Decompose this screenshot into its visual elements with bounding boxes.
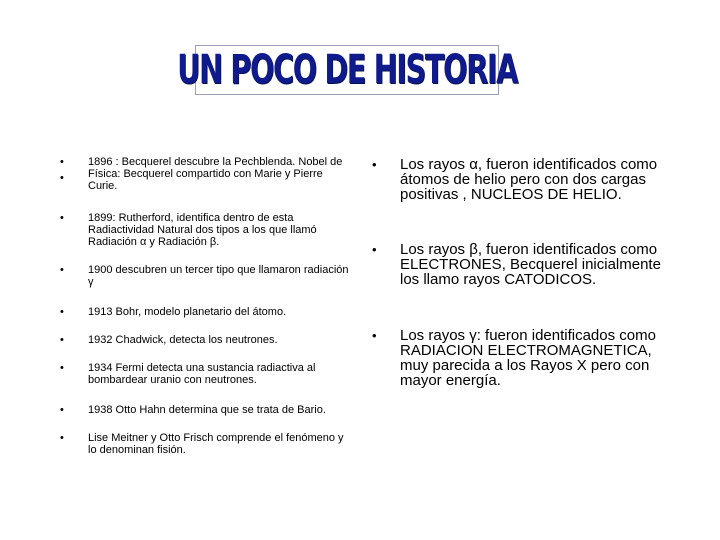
bullet-icon: • <box>60 404 64 416</box>
list-item-text: 1934 Fermi detecta una sustancia radiactiva al bombardear uranio con neutrones. <box>88 362 316 386</box>
bullet-icon: • <box>60 306 64 318</box>
list-item-text: 1932 Chadwick, detecta los neutrones. <box>88 334 278 346</box>
bullet-icon: • <box>372 328 377 343</box>
list-item-text: 1913 Bohr, modelo planetario del átomo. <box>88 306 287 318</box>
list-item-text: 1900 descubren un tercer tipo que llamaron radiación γ <box>88 264 349 288</box>
list-item-text: Lise Meitner y Otto Frisch comprende el fenómeno y lo denominan fisión. <box>88 432 344 456</box>
bullet-icon: • <box>372 242 377 257</box>
slide-title: UN POCO DE HISTORIA <box>177 47 517 93</box>
bullet-icon: • <box>372 157 377 172</box>
title-banner <box>177 45 517 95</box>
bullet-icon: • <box>60 432 64 444</box>
list-item-text: Los rayos α, fueron identificados como átomos de helio pero con dos cargas positivas , NUCLEOS DE HELIO. <box>400 156 658 203</box>
list-item-text: 1899: Rutherford, identifica dentro de esta Radiactividad Natural dos tipos a los que llamó Radiación α y Radiación β. <box>88 212 317 248</box>
bullet-icon: • <box>60 264 64 276</box>
bullet-icon: • <box>60 362 64 374</box>
bullet-icon: • <box>60 172 64 184</box>
list-item-text: 1896 : Becquerel descubre la Pechblenda. Nobel de Física: Becquerel compartido con Marie y Pierre Curie. <box>88 156 343 192</box>
bullet-icon: • <box>60 212 64 224</box>
list-item-text: Los rayos β, fueron identificados como ELECTRONES, Becquerel inicialmente los llamo rayos CATODICOS. <box>400 241 661 288</box>
list-item-text: 1938 Otto Hahn determina que se trata de Bario. <box>88 404 326 416</box>
bullet-icon: • <box>60 156 64 168</box>
bullet-icon: • <box>60 334 64 346</box>
list-item-text: Los rayos γ: fueron identificados como RADIACION ELECTROMAGNETICA, muy parecida a los Rayos X pero con mayor energía. <box>400 327 656 389</box>
